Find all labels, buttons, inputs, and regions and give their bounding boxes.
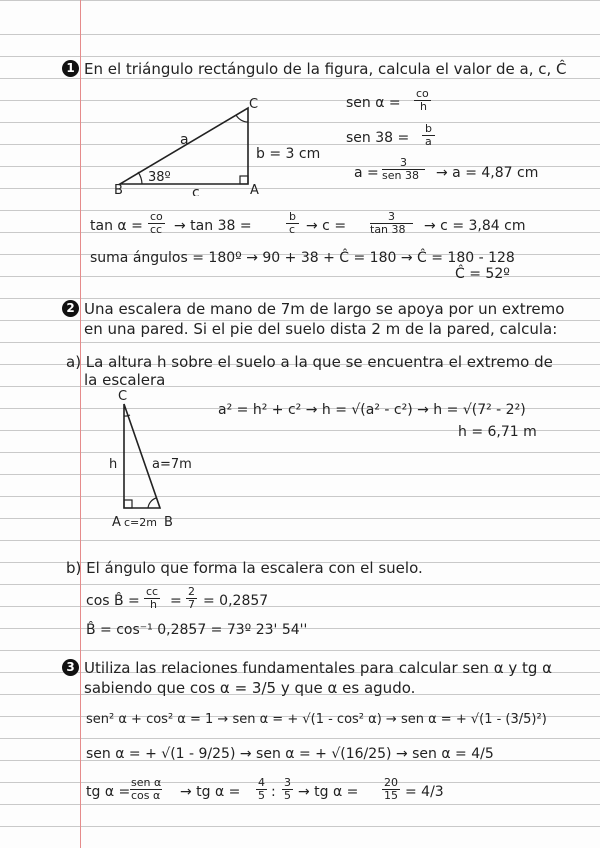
a-eq-num: 3 bbox=[382, 157, 425, 170]
cos-b-num-2: 2 bbox=[188, 585, 195, 598]
angle-arc-c bbox=[236, 115, 248, 122]
tan-alpha-den: cc bbox=[150, 223, 163, 236]
cos-b-eq: = bbox=[170, 593, 182, 609]
a-result: → a = 4,87 cm bbox=[436, 165, 539, 181]
angle-38-label: 38º bbox=[148, 170, 171, 185]
ladder-triangle-outline bbox=[124, 404, 160, 508]
height-h-label: h bbox=[109, 457, 118, 472]
tg-alpha-mid: → tg α = bbox=[180, 784, 241, 800]
tg-frac-num-1: 4 bbox=[258, 776, 265, 789]
tan-38-den: c bbox=[289, 223, 296, 236]
vertex-a-2: A bbox=[112, 515, 121, 530]
angle-c-result: Ĉ = 52º bbox=[455, 266, 510, 282]
sen-alpha-den: h bbox=[420, 100, 427, 113]
question-1-number: 1 bbox=[62, 60, 79, 77]
triangle-figure-1 bbox=[108, 96, 340, 196]
cos-b-lhs: cos B̂ = bbox=[86, 593, 140, 609]
a-eq-den: sen 38 bbox=[382, 169, 419, 182]
sen-alpha-lhs: sen α = bbox=[346, 95, 401, 111]
height-result: h = 6,71 m bbox=[458, 424, 537, 440]
side-c-label: c bbox=[192, 185, 200, 196]
cos-b-num: cc bbox=[146, 585, 159, 598]
tg-frac-num-2: 3 bbox=[284, 776, 291, 789]
side-a-label: a bbox=[180, 132, 189, 148]
q2-part-a-line-1: a) La altura h sobre el suelo a la que se encuentra el extremo de bbox=[66, 353, 553, 371]
tan-38-num: b bbox=[286, 211, 299, 224]
sen-38-lhs: sen 38 = bbox=[346, 130, 410, 146]
question-3-title-line-2: sabiendo que cos α = 3/5 y que α es agudo. bbox=[84, 679, 416, 697]
sen-38-num: b bbox=[422, 123, 435, 136]
vertex-c-2: C bbox=[118, 389, 128, 404]
angle-arc-top bbox=[124, 415, 130, 416]
angle-arc-b bbox=[138, 172, 142, 184]
cos-b-den-2: 7 bbox=[188, 598, 195, 611]
cos-b-result: = 0,2857 bbox=[203, 593, 269, 609]
angle-arc-bottom bbox=[148, 498, 156, 508]
tg-colon: : bbox=[271, 784, 276, 800]
c-eq-lhs: → c = bbox=[306, 218, 347, 234]
tg-frac-den-2: 5 bbox=[284, 789, 291, 802]
q2-part-a-line-2: la escalera bbox=[84, 371, 166, 389]
question-1-title: En el triángulo rectángulo de la figura, calcula el valor de a, c, Ĉ bbox=[84, 60, 567, 78]
ladder-triangle-figure bbox=[104, 386, 224, 534]
tan-alpha-num: co bbox=[150, 210, 163, 223]
question-3-title-line-1: Utiliza las relaciones fundamentales para calcular sen α y tg α bbox=[84, 659, 553, 677]
a-eq-lhs: a = bbox=[354, 165, 379, 181]
sum-angles-line: suma ángulos = 180º → 90 + 38 + Ĉ = 180 → Ĉ = 180 - 128 bbox=[90, 250, 515, 266]
vertex-a-1: A bbox=[250, 183, 259, 196]
side-b-label: b = 3 cm bbox=[256, 146, 321, 162]
q3-line-2: sen α = + √(1 - 9/25) → sen α = + √(16/25) → sen α = 4/5 bbox=[86, 746, 494, 762]
vertex-c-1: C bbox=[249, 97, 259, 112]
cos-b-den: h bbox=[150, 598, 157, 611]
vertex-b-1: B bbox=[114, 183, 123, 196]
c-eq-num: 3 bbox=[370, 211, 413, 224]
ladder-a-label: a=7m bbox=[152, 457, 192, 472]
question-3-number: 3 bbox=[62, 659, 79, 676]
tg-alpha-mid-2: → tg α = bbox=[298, 784, 359, 800]
tg-alpha-num: sen α bbox=[131, 776, 162, 789]
right-angle-mark-1 bbox=[240, 176, 248, 184]
tan-alpha-lhs: tan α = bbox=[90, 218, 143, 234]
vertex-b-2: B bbox=[164, 515, 173, 530]
q3-line-1: sen² α + cos² α = 1 → sen α = + √(1 - cos² α) → sen α = + √(1 - (3/5)²) bbox=[86, 712, 547, 727]
c-eq-den: tan 38 bbox=[370, 223, 406, 236]
base-c-label: c=2m bbox=[124, 516, 157, 529]
tg-alpha-lhs: tg α = bbox=[86, 784, 131, 800]
pythagoras-formula: a² = h² + c² → h = √(a² - c²) → h = √(7² - 2²) bbox=[218, 402, 526, 418]
tg-frac-num-3: 20 bbox=[384, 776, 398, 789]
sen-38-den: a bbox=[425, 135, 432, 148]
q2-part-b-line: b) El ángulo que forma la escalera con el suelo. bbox=[66, 559, 423, 577]
question-2-title-line-2: en una pared. Si el pie del suelo dista 2 m de la pared, calcula: bbox=[84, 320, 558, 338]
question-2-title-line-1: Una escalera de mano de 7m de largo se apoya por un extremo bbox=[84, 300, 565, 318]
margin-line bbox=[80, 0, 81, 848]
question-2-number: 2 bbox=[62, 300, 79, 317]
tg-frac-den-3: 15 bbox=[384, 789, 398, 802]
tg-frac-den-1: 5 bbox=[258, 789, 265, 802]
right-angle-mark-2 bbox=[124, 500, 132, 508]
tg-alpha-result: = 4/3 bbox=[405, 784, 444, 800]
sen-alpha-num: co bbox=[416, 87, 429, 100]
c-result: → c = 3,84 cm bbox=[424, 218, 526, 234]
angle-b-result: B̂ = cos⁻¹ 0,2857 = 73º 23' 54'' bbox=[86, 622, 308, 638]
tan-38-lhs: → tan 38 = bbox=[174, 218, 252, 234]
tg-alpha-den: cos α bbox=[131, 789, 161, 802]
